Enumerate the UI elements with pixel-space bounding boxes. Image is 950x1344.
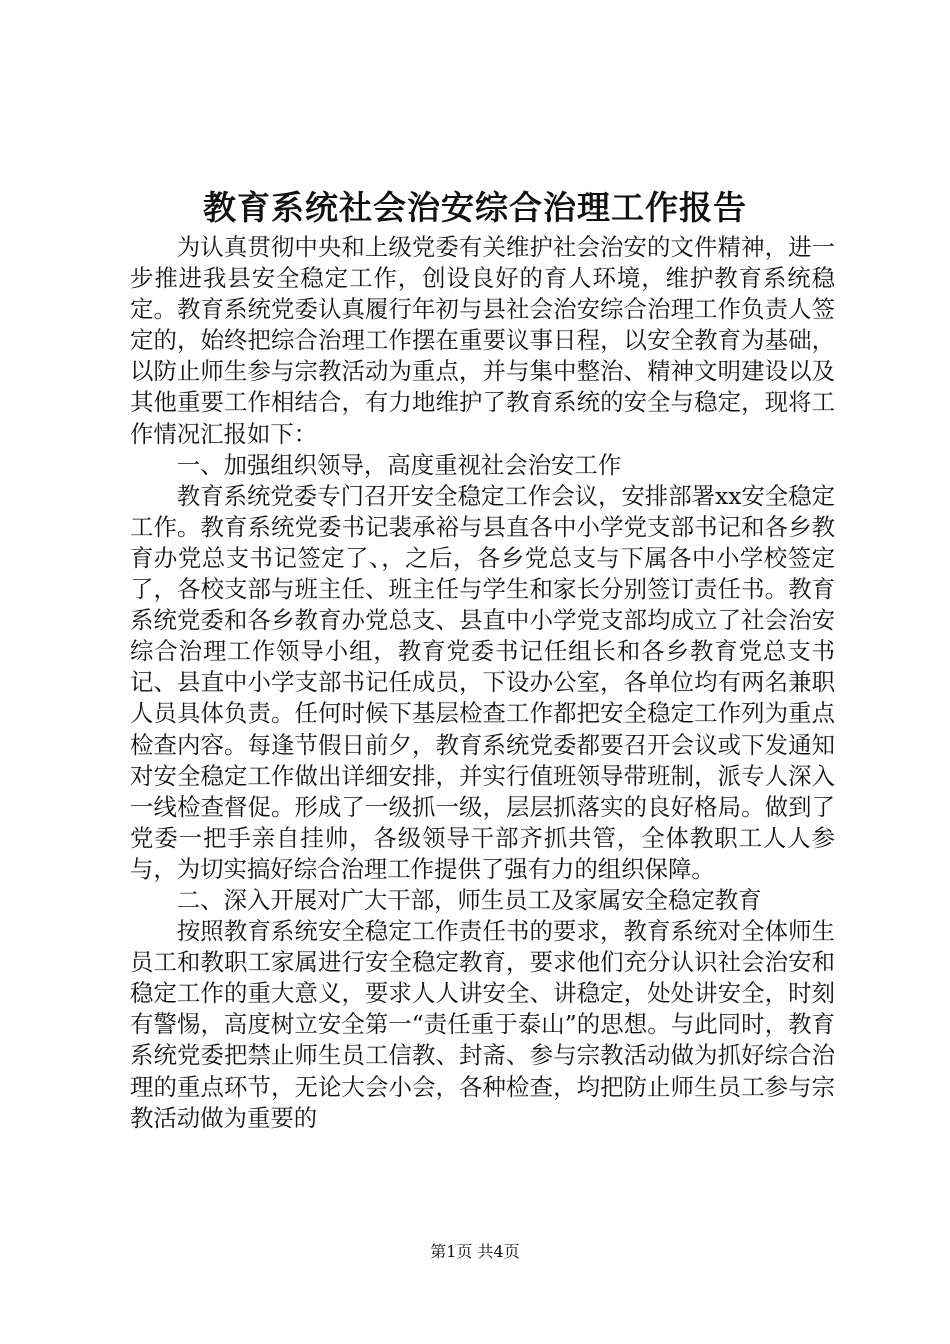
document-title: 教育系统社会治安综合治理工作报告	[203, 188, 747, 227]
intro-paragraph: 为认真贯彻中央和上级党委有关维护社会治安的文件精神，进一步推进我县安全稳定工作，创设良好的育人环境，维护教育系统稳定。教育系统党委认真履行年初与县社会治安综合治理工作负责人签定的，始终把综合治理工作摆在重要议事日程，以安全教育为基础，以防止师生参与宗教活动为重点，并与集中整治、精神文明建设以及其他重要工作相结合，有力地维护了教育系统的安全与稳定，现将工作情况汇报如下：	[130, 233, 835, 448]
section-1-paragraph: 教育系统党委专门召开安全稳定工作会议，安排部署xx安全稳定工作。教育系统党委书记裴承裕与县直各中小学党支部书记和各乡教育办党总支书记签定了、，之后，各乡党总支与下属各中小学校签定了，各校支部与班主任、班主任与学生和家长分别签订责任书。教育系统党委和各乡教育办党总支、县直中小学党支部均成立了社会治安综合治理工作领导小组，教育党委书记任组长和各乡教育党总支书记、县直中小学支部书记任成员，下设办公室，各单位均有两名兼职人员具体负责。任何时候下基层检查工作都把安全稳定工作列为重点检查内容。每逢节假日前夕，教育系统党委都要召开会议或下发通知对安全稳定工作做出详细安排，并实行值班领导带班制，派专人深入一线检查督促。形成了一级抓一级，层层抓落实的良好格局。做到了党委一把手亲自挂帅，各级领导干部齐抓共管，全体教职工人人参与，为切实搞好综合治理工作提供了强有力的组织保障。	[130, 481, 835, 883]
section-2-paragraph: 按照教育系统安全稳定工作责任书的要求，教育系统对全体师生员工和教职工家属进行安全稳定教育，要求他们充分认识社会治安和稳定工作的重大意义，要求人人讲安全、讲稳定，处处讲安全，时刻有警惕，高度树立安全第一“责任重于泰山”的思想。与此同时，教育系统党委把禁止师生员工信教、封斋、参与宗教活动做为抓好综合治理的重点环节，无论大会小会，各种检查，均把防止师生员工参与宗教活动做为重要的	[130, 917, 835, 1132]
document-body	[130, 232, 835, 1134]
section-heading-1: 一、加强组织领导，高度重视社会治安工作	[176, 450, 622, 479]
section-heading-2: 二、深入开展对广大干部，师生员工及家属安全稳定教育	[176, 885, 762, 914]
page-footer: 第1页 共4页	[430, 1242, 520, 1261]
